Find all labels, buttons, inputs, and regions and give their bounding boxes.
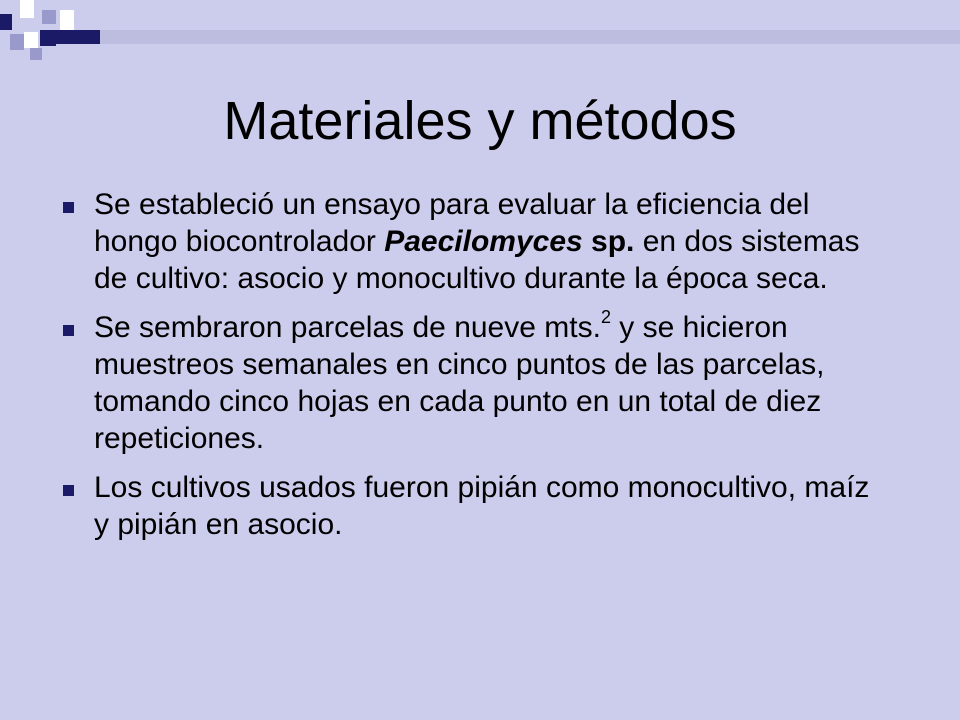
bullet-item-3 [60,469,890,543]
deco-square-navy-top [0,14,12,30]
bullet-2-superscript: 2 [600,307,611,327]
slide-title: Materiales y métodos [223,91,737,151]
deco-square-light-top [42,10,56,24]
deco-square-white-top [20,0,34,18]
deco-square-white-mid [60,10,74,30]
bullet-1-species: Paecilomyces [384,225,583,258]
bullet-square-icon [63,325,74,336]
deco-bar-light [100,30,960,44]
bullet-1-species-suffix: sp. [582,225,635,258]
bullet-2-text-a: Se sembraron parcelas de nueve mts. [94,311,601,344]
deco-bar-navy [56,30,100,44]
bullet-2-text-b: y se hicieron muestreos semanales en cinco puntos de las parcelas, tomando cinco hojas en cada punto en un total de diez repeticiones. [94,311,825,455]
deco-square-navy-big [40,30,56,46]
deco-square-light-left [10,34,24,50]
bullet-square-icon [63,485,74,496]
deco-square-light-bottom [30,48,42,60]
bullet-list [60,186,890,555]
bullet-item-2 [60,309,890,457]
bullet-3-text: Los cultivos usados fueron pipián como monocultivo, maíz y pipián en asocio. [94,471,870,541]
bullet-item-1 [60,186,890,297]
bullet-square-icon [63,202,74,213]
bullet-1-text-a: Se estableció un ensayo para evaluar la eficiencia del hongo biocontrolador [94,188,810,258]
deco-square-white-left [24,32,38,48]
bullet-1-text-b: en dos sistemas de cultivo: asocio y monocultivo durante la época seca. [94,225,860,295]
